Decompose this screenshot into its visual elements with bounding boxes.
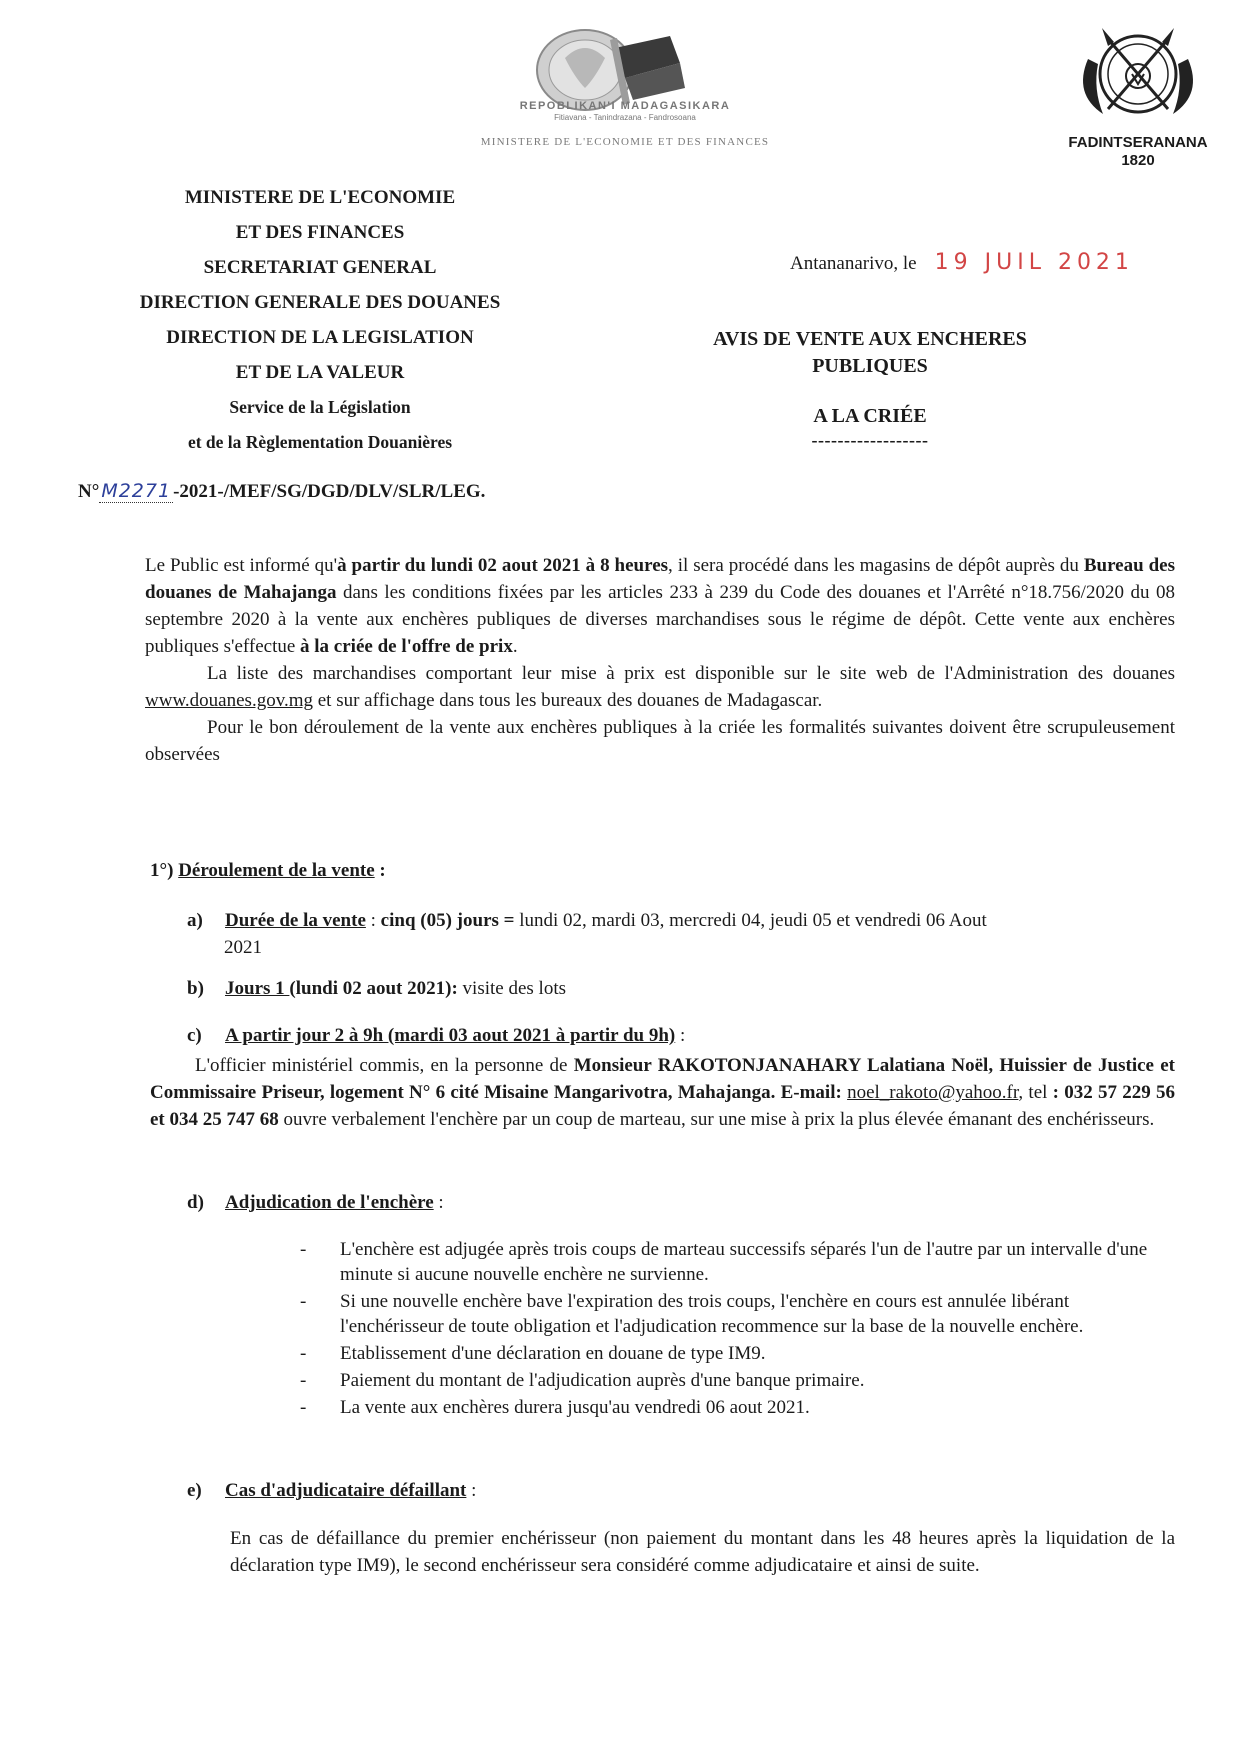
authority-line-8: et de la Règlementation Douanières <box>187 432 453 452</box>
seal-year: 1820 <box>1121 152 1155 169</box>
item-a-heading: Durée de la vente <box>225 910 366 931</box>
seal-caption <box>1058 134 1218 170</box>
reference-number <box>78 480 485 503</box>
notice-title <box>660 326 1080 380</box>
intro-paragraph-3: Pour le bon déroulement de la vente aux enchères publiques à la criée les formalités suivantes doivent être scrupuleusement observées <box>145 717 1175 765</box>
notice-intro <box>145 552 1175 768</box>
list-item: - L'enchère est adjugée après trois coups de marteau successifs séparés l'un de l'autre par un intervalle d'une minute si aucune nouvelle enchère ne survienne. <box>340 1237 1175 1287</box>
customs-seal <box>1068 14 1208 134</box>
list-item: - Etablissement d'une déclaration en douane de type IM9. <box>340 1341 1175 1366</box>
authority-line-4: DIRECTION GENERALE DES DOUANES <box>139 292 501 313</box>
adjudication-rules-list <box>340 1237 1175 1422</box>
seal-name: FADINTSERANANA <box>1068 134 1208 151</box>
issuing-authority <box>110 180 530 460</box>
republic-name: REPOBLIKAN'I MADAGASIKARA <box>519 100 731 112</box>
section-1-heading: 1°) Déroulement de la vente : <box>150 860 386 881</box>
item-e: e) Cas d'adjudicataire défaillant : <box>187 1480 477 1501</box>
item-c-label: c) <box>187 1025 202 1046</box>
item-a-continued: 2021 <box>224 937 262 958</box>
section-1-title: Déroulement de la vente <box>178 860 375 881</box>
authority-line-2: ET DES FINANCES <box>235 222 405 243</box>
list-item: - La vente aux enchères durera jusqu'au vendredi 06 aout 2021. <box>340 1395 1175 1420</box>
coat-of-arms-icon <box>505 18 745 113</box>
authority-line-6: ET DE LA VALEUR <box>235 362 405 383</box>
authority-line-5: DIRECTION DE LA LEGISLATION <box>166 327 474 348</box>
emblem-ministry: MINISTERE DE L'ECONOMIE ET DES FINANCES <box>480 136 770 148</box>
reference-suffix: -2021-/MEF/SG/DGD/DLV/SLR/LEG. <box>173 481 486 502</box>
item-b-label: b) <box>187 978 204 999</box>
item-a-label: a) <box>187 910 203 931</box>
bailiff-email-link[interactable]: noel_rakoto@yahoo.fr <box>847 1082 1019 1103</box>
item-b: b) Jours 1 (lundi 02 aout 2021): visite des lots <box>187 978 566 999</box>
section-1-number: 1°) <box>150 860 174 881</box>
notice-subtitle: A LA CRIÉE <box>813 405 927 427</box>
intro-paragraph-1: Le Public est informé qu'à partir du lundi 02 aout 2021 à 8 heures, il sera procédé dans les magasins de dépôt auprès du Bureau des douanes de Mahajanga dans les conditions fixées par les articles 233 à 239 du Code des douanes et l'Arrêté n°18.756/2020 du 08 septembre 2020 à la vente aux enchères publiques de diverses marchandises sous le régime de dépôt. Cette vente aux enchères publiques s'effectue à la criée de l'offre de prix. <box>145 555 1176 657</box>
item-d: d) Adjudication de l'enchère : <box>187 1192 444 1213</box>
authority-line-3: SECRETARIAT GENERAL <box>203 257 437 278</box>
item-c: c) A partir jour 2 à 9h (mardi 03 aout 2021 à partir du 9h) : <box>187 1025 686 1046</box>
item-c-heading: A partir jour 2 à 9h (mardi 03 aout 2021 à partir du 9h) <box>225 1025 676 1046</box>
intro-paragraph-2: La liste des marchandises comportant leur mise à prix est disponible sur le site web de l'Administration des douanes www.douanes.gov.mg et sur affichage dans tous les bureaux des douanes de Madagascar. <box>145 663 1175 711</box>
title-divider: ------------------ <box>811 430 929 450</box>
reference-prefix: N° <box>78 481 100 502</box>
item-e-text: En cas de défaillance du premier enchérisseur (non paiement du montant dans les 48 heures après la liquidation de la déclaration type IM9), le second enchérisseur sera considéré comme adjudicataire et ainsi de suite. <box>230 1528 1175 1576</box>
republic-motto: Fitiavana - Tanindrazana - Fandrosoana <box>554 113 696 122</box>
date-stamp: 19 JUIL 2021 <box>934 250 1134 275</box>
ministry-emblem <box>505 18 745 128</box>
customs-website-link[interactable]: www.douanes.gov.mg <box>145 690 313 711</box>
reference-handwritten-number: M2271 <box>101 480 172 502</box>
item-a: a) Durée de la vente : cinq (05) jours = lundi 02, mardi 03, mercredi 04, jeudi 05 et vendredi 06 Aout <box>187 910 987 931</box>
list-item: - Paiement du montant de l'adjudication auprès d'une banque primaire. <box>340 1368 1175 1393</box>
item-b-heading: Jours 1 <box>225 978 290 999</box>
date-place: Antananarivo, le <box>790 253 917 274</box>
customs-seal-icon <box>1068 14 1208 134</box>
title-line-1: AVIS DE VENTE AUX ENCHERES <box>713 328 1027 350</box>
item-e-heading: Cas d'adjudicataire défaillant <box>225 1480 467 1501</box>
item-d-heading: Adjudication de l'enchère <box>225 1192 434 1213</box>
list-item: - Si une nouvelle enchère bave l'expiration des trois coups, l'enchère en cours est annulée libérant l'enchérisseur de toute obligation et l'adjudication recommence sur la base de la nouvelle enchère. <box>340 1289 1175 1339</box>
authority-line-7: Service de la Législation <box>229 397 411 417</box>
item-c-text: L'officier ministériel commis, en la personne de Monsieur RAKOTONJANAHARY Lalatiana Noël, Huissier de Justice et Commissaire Priseur, logement N° 6 cité Misaine Mangarivotra, Mahajanga. E-mail: noel_rakoto@yahoo.fr, tel : 032 57 229 56 et 034 25 747 68 ouvre verbalement l'enchère par un coup de marteau, sur une mise à prix la plus élevée émanant des enchérisseurs. <box>150 1055 1176 1130</box>
item-e-label: e) <box>187 1480 202 1501</box>
title-line-2: PUBLIQUES <box>812 355 928 377</box>
item-d-label: d) <box>187 1192 204 1213</box>
date-line <box>790 250 1134 275</box>
authority-line-1: MINISTERE DE L'ECONOMIE <box>184 187 456 208</box>
